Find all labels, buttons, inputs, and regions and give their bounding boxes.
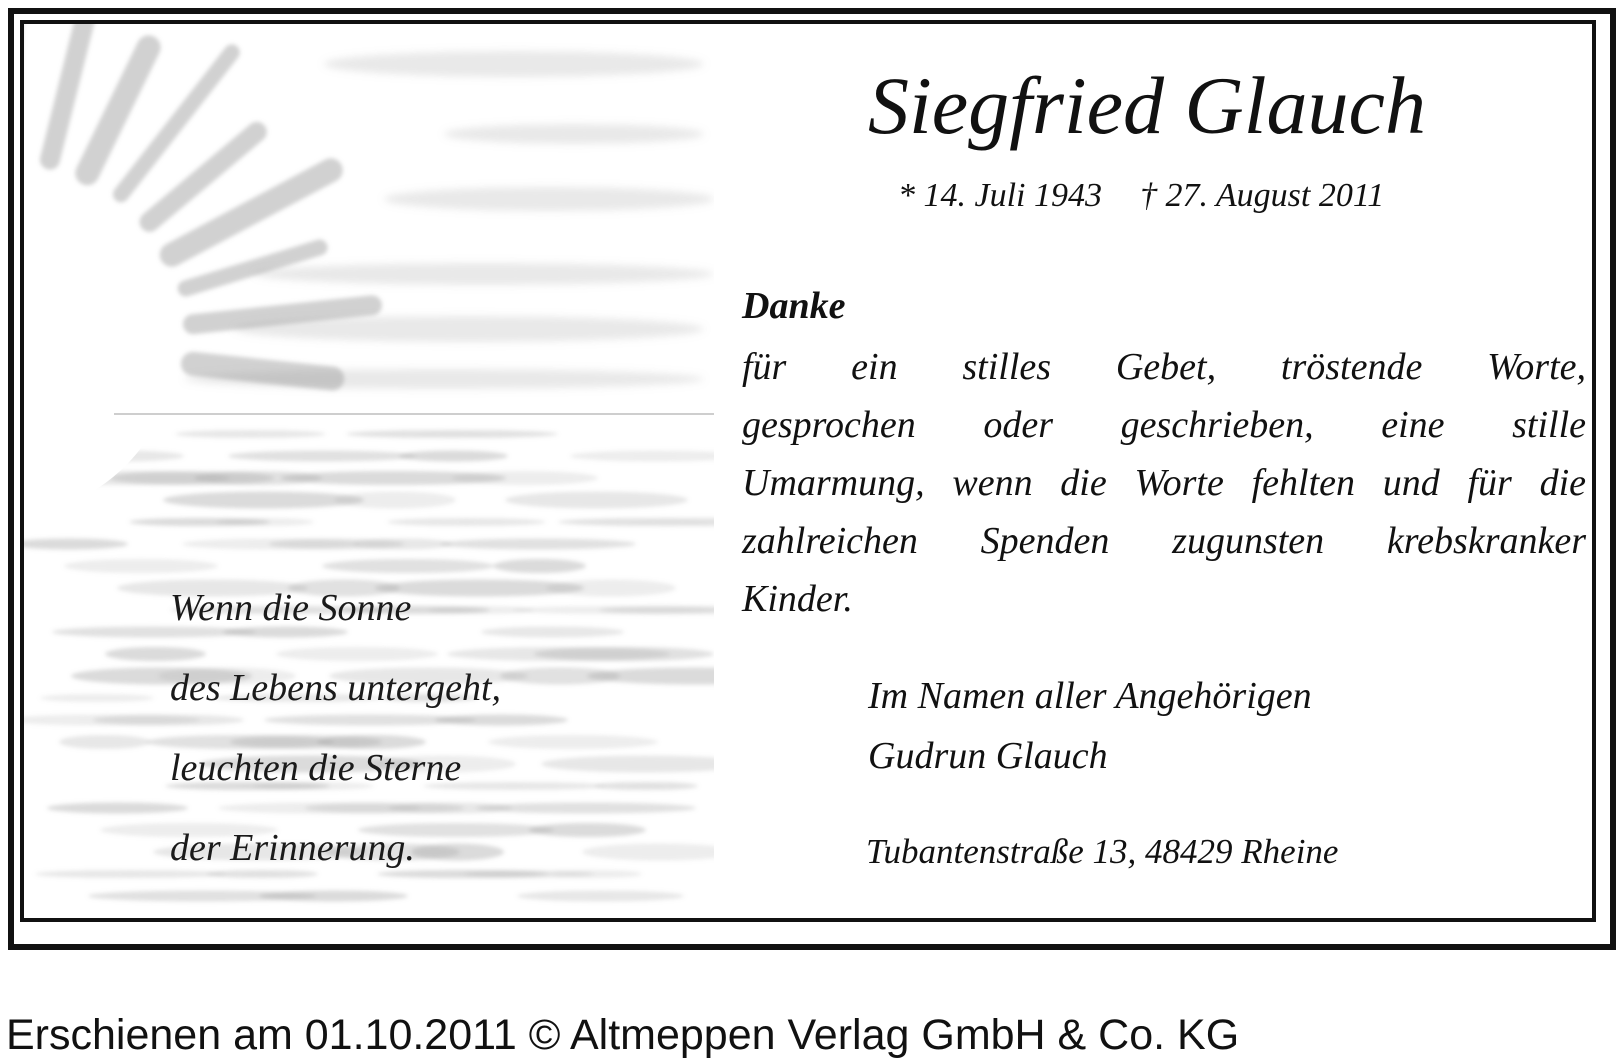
- sea-stroke: [505, 492, 688, 509]
- address: Tubantenstraße 13, 48429 Rheine: [866, 832, 1339, 871]
- sea-stroke: [163, 492, 364, 509]
- sea-stroke: [40, 694, 154, 702]
- thanks-line: Kinder.: [742, 578, 853, 620]
- poem-line: Wenn die Sonne: [170, 587, 412, 629]
- sea-stroke: [541, 756, 714, 773]
- signature-line: Im Namen aller Angehörigen: [868, 675, 1312, 717]
- death-date: † 27. August 2011: [1139, 177, 1385, 214]
- sea-stroke: [59, 735, 150, 749]
- sea-stroke: [529, 823, 646, 837]
- poem-line: des Lebens untergeht,: [170, 667, 502, 709]
- sea-stroke: [334, 492, 456, 509]
- thanks-line: für ein stilles Gebet, tröstende Worte,: [742, 346, 1586, 388]
- deceased-name: Siegfried Glauch: [868, 60, 1426, 151]
- sea-stroke: [582, 844, 714, 861]
- sea-stroke: [517, 891, 684, 902]
- sea-stroke: [228, 451, 416, 462]
- sea-stroke: [322, 559, 494, 573]
- sea-stroke: [182, 539, 360, 550]
- cloud-band: [184, 369, 704, 389]
- sea-stroke: [452, 471, 598, 485]
- publication-footer: Erschienen am 01.10.2011 © Altmeppen Verlag GmbH & Co. KG: [6, 1011, 1240, 1059]
- sea-stroke: [387, 518, 546, 526]
- thanks-line: Umarmung, wenn die Worte fehlten und für die: [742, 462, 1586, 504]
- sea-stroke: [594, 782, 698, 790]
- sea-stroke: [558, 518, 714, 526]
- sea-stroke: [500, 668, 620, 685]
- thanks-text: [742, 338, 1586, 628]
- sea-stroke: [399, 451, 508, 462]
- sea-stroke: [440, 539, 636, 550]
- sea-stroke: [64, 559, 218, 573]
- sea-stroke: [493, 559, 586, 573]
- poem-line: leuchten die Sterne: [170, 747, 462, 789]
- poem-line: der Erinnerung.: [170, 827, 415, 869]
- thanks-line: gesprochen oder geschrieben, eine stille: [742, 404, 1586, 446]
- cloud-band: [384, 187, 714, 211]
- sea-stroke: [129, 518, 270, 526]
- signature-block: [868, 666, 1312, 786]
- cloud-band: [444, 124, 704, 144]
- sky-clouds: [184, 51, 714, 389]
- thanks-line: zahlreichen Spenden zugunsten krebskranker: [742, 520, 1586, 562]
- sea-stroke: [512, 606, 714, 614]
- sea-stroke: [24, 539, 128, 550]
- sea-stroke: [346, 430, 558, 438]
- cloud-band: [324, 51, 704, 77]
- sea-stroke: [353, 539, 452, 550]
- birth-date: * 14. Juli 1943: [898, 177, 1102, 214]
- cloud-band: [254, 263, 714, 285]
- poem: [170, 588, 501, 908]
- sun-ray: [87, 47, 148, 173]
- sea-stroke: [194, 471, 322, 485]
- cloud-band: [234, 316, 704, 342]
- sea-stroke: [481, 627, 624, 638]
- sea-stroke: [570, 451, 714, 462]
- sea-stroke: [488, 735, 658, 749]
- life-dates: [898, 174, 1384, 218]
- signatory-name: Gudrun Glauch: [868, 735, 1108, 777]
- sea-stroke: [47, 803, 188, 814]
- sun-ray: [50, 24, 94, 160]
- thanks-heading: Danke: [742, 285, 846, 327]
- sea-stroke: [546, 580, 676, 597]
- sea-stroke: [175, 430, 326, 438]
- sea-stroke: [548, 870, 642, 878]
